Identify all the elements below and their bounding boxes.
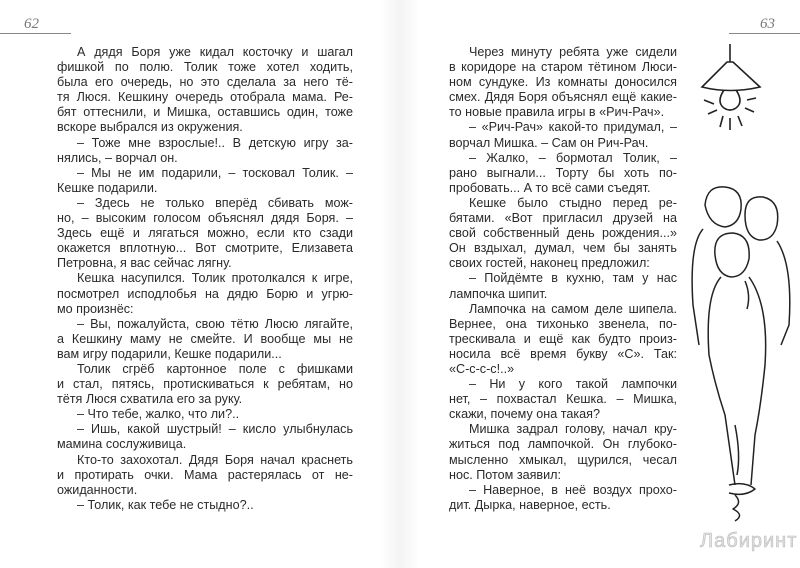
text-line: – Толик, как тебе не стыдно?.. — [77, 497, 254, 512]
text-line: смех. Дядя Боря объяснял ещё какие- — [449, 90, 677, 105]
left-page-text — [57, 45, 353, 513]
text-line: нялись, – ворчал он. — [57, 150, 178, 165]
text-line: житься под лампочкой. Он глубоко- — [449, 437, 677, 452]
text-line: мо произнёс: — [57, 301, 134, 316]
text-line: – Жалко, – бормотал Толик, – — [469, 150, 677, 165]
text-line: Лампочка на самом деле шипела. — [469, 301, 677, 316]
text-line: пробовать... А то всё сами съедят. — [449, 180, 651, 195]
text-line: – Пойдёмте в кухню, там у нас — [469, 271, 677, 286]
text-line: скажи, почему она такая? — [449, 407, 600, 422]
text-line: нос. Потом заявил: — [449, 467, 561, 482]
text-line: – Наверное, в неё воздух прохо- — [469, 482, 677, 497]
text-line: а Кешкину маму не смейте. И вообще мы не — [57, 331, 353, 346]
hanging-lamp-illustration — [690, 42, 770, 132]
text-line: носила всё время букву «С». Так: — [449, 346, 677, 361]
text-line: рано выгнали... Торту бы хоть по- — [449, 165, 677, 180]
text-line: Здесь ещё и лягаться можно, если кто сзади — [57, 226, 353, 241]
text-line: Кешке подарили. — [57, 180, 158, 195]
text-line: тётя Люся схватила его за руку. — [57, 392, 243, 407]
text-line: ожиданности. — [57, 482, 138, 497]
text-line: свой собственный день рождения...» — [449, 226, 677, 241]
text-line: и протирать очки. Мама растерялась от не- — [57, 467, 353, 482]
text-line: лампочка шипит. — [449, 286, 548, 301]
text-line: но, – высоким голосом объяснял дядя Боря. – — [57, 211, 353, 226]
text-line: в коридоре на старом тётином Люси- — [449, 60, 677, 75]
text-line: вам игру подарили, Кешке подарили... — [57, 346, 282, 361]
text-line: – Вы, пожалуйста, свою тётю Люсю лягайте, — [77, 316, 353, 331]
labirint-watermark: Лабиринт — [700, 530, 798, 552]
text-line: бят оттеснили, и Мишка, оставшись один, тоже — [57, 105, 353, 120]
text-line: дит. Дырка, наверное, есть. — [449, 497, 611, 512]
text-line: ворчал Мишка. – Сам он Рич-Рач. — [449, 135, 649, 150]
text-line: Петровна, я вас сейчас лягну. — [57, 256, 232, 271]
text-line: Вернее, она тихонько звенела, по- — [449, 316, 677, 331]
text-line: тя Люся. Кешкину очередь отобрала мама. Ре- — [57, 90, 353, 105]
text-line: ном сундуке. Из комнаты доносился — [449, 75, 677, 90]
text-line: и стал, пятясь, протискиваться к ребятам, но — [57, 377, 353, 392]
text-line: «С-с-с-с!..» — [449, 361, 515, 376]
text-line: посмотрел исподлобья на дядю Борю и угрю- — [57, 286, 353, 301]
page-number-right: 63 — [760, 16, 775, 32]
text-line: вскоре выбрался из окружения. — [57, 120, 243, 135]
boys-illustration — [685, 185, 795, 525]
text-line: Кешке было стыдно перед ре- — [469, 195, 677, 210]
text-line: своих гостей, наконец предложил: — [449, 256, 650, 271]
text-line: – Мы не им подарили, – тосковал Толик. – — [77, 165, 353, 180]
text-line: – Тоже мне взрослые!.. В детскую игру за- — [77, 135, 353, 150]
page-number-rule-left — [0, 33, 71, 34]
text-line: – Ни у кого такой лампочки — [469, 377, 677, 392]
text-line: Он вздыхал, думал, чем бы занять — [449, 241, 677, 256]
text-line: окажется вплотную... Вот смотрите, Елизавета — [57, 241, 353, 256]
text-line: мысленно хмыкал, щурился, чесал — [449, 452, 677, 467]
text-line: Кешка насупился. Толик протолкался к игре, — [77, 271, 353, 286]
text-line: – Что тебе, жалко, что ли?.. — [77, 407, 240, 422]
text-line: была его очередь, но это сделала за него тё- — [57, 75, 353, 90]
book-gutter — [380, 0, 420, 568]
text-line: Через минуту ребята уже сидели — [469, 45, 677, 59]
text-line: нет, – похвастал Кешка. – Мишка, — [449, 392, 677, 407]
text-line: – Ишь, какой шустрый! – кисло улыбнулась — [77, 422, 353, 437]
text-line: трескивала и ещё как будто произ- — [449, 331, 677, 346]
text-line: Толик сгрёб картонное поле с фишками — [77, 361, 353, 376]
text-line: Мишка задрал голову, начал кру- — [469, 422, 677, 437]
text-line: то новые правила игры в «Рич-Рач». — [449, 105, 665, 120]
text-line: – Здесь не только вперёд сбивать мож- — [77, 195, 353, 210]
text-line: бятами. «Вот пригласил друзей на — [449, 211, 677, 226]
text-line: Кто-то захохотал. Дядя Боря начал краснеть — [77, 452, 353, 467]
text-line: мамина сослуживица. — [57, 437, 187, 452]
text-line: – «Рич-Рач» какой-то придумал, – — [469, 120, 677, 135]
text-line: фишкой по полю. Толик тоже хотел ходить, — [57, 60, 353, 75]
right-page-text — [449, 45, 677, 513]
page-number-rule-right — [729, 33, 800, 34]
text-line: А дядя Боря уже кидал косточку и шагал — [77, 45, 353, 59]
page-number-left: 62 — [24, 16, 39, 32]
